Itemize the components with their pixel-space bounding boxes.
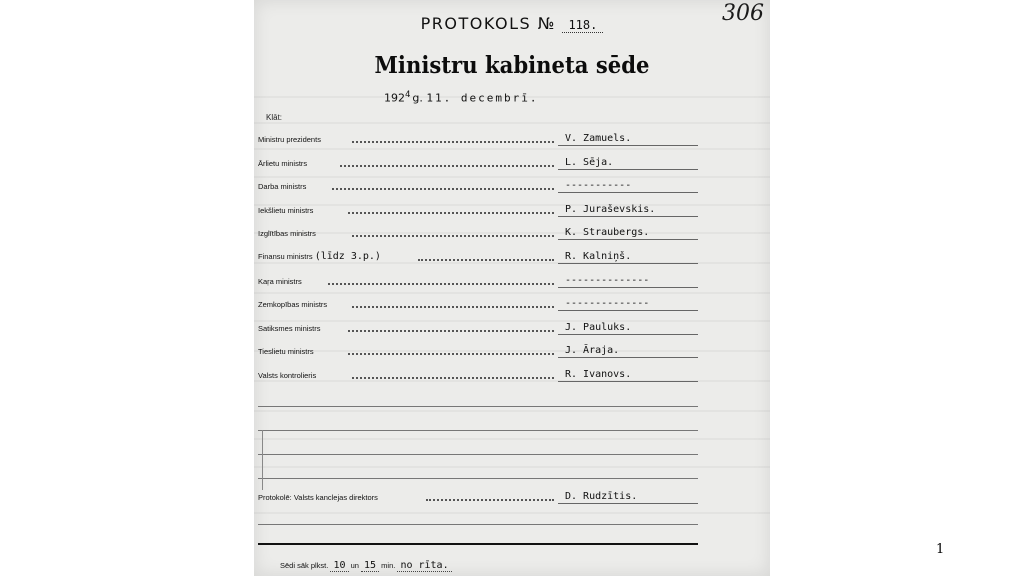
member-role bbox=[258, 251, 381, 262]
member-role-text: Kaŗa ministrs bbox=[258, 276, 302, 286]
handwritten-page-number: 306 bbox=[722, 1, 764, 26]
session-start-min-label: min. bbox=[381, 561, 396, 570]
session-start-and: un bbox=[350, 561, 359, 570]
dot-leader bbox=[352, 375, 554, 379]
dot-leader bbox=[348, 351, 554, 355]
session-start-period: no rīta. bbox=[397, 560, 451, 572]
member-name: R. Kalniņš. bbox=[565, 251, 632, 262]
session-start-prefix: Sēdi sāk plkst. bbox=[280, 561, 329, 570]
member-name: J. Pauluks. bbox=[565, 321, 632, 333]
session-start-minutes: 15 bbox=[361, 560, 379, 572]
member-role-text: Darba ministrs bbox=[258, 182, 307, 192]
session-start-line bbox=[280, 560, 452, 571]
member-row bbox=[258, 342, 698, 358]
separator-rule bbox=[258, 543, 698, 545]
underline bbox=[558, 287, 698, 288]
protocol-title bbox=[254, 14, 770, 33]
underline bbox=[558, 239, 698, 240]
date-day-month: 11. decembrī. bbox=[426, 91, 539, 105]
date-year-g: g. bbox=[412, 91, 423, 105]
member-row bbox=[258, 295, 698, 311]
date-year-suffix: 4 bbox=[405, 90, 413, 100]
underline bbox=[558, 310, 698, 311]
document-heading: Ministru kabineta sēde bbox=[374, 52, 650, 79]
underline bbox=[558, 357, 698, 358]
protocol-document bbox=[254, 0, 770, 576]
member-row bbox=[258, 224, 698, 240]
protocol-number: 118. bbox=[562, 18, 603, 33]
dot-leader bbox=[352, 233, 554, 237]
protocol-label: PROTOKOLS № bbox=[420, 14, 556, 33]
member-role-text: Ministru prezidents bbox=[258, 135, 321, 144]
member-role-text: Finansu ministrs bbox=[258, 252, 313, 261]
protocol-keeper-row bbox=[258, 488, 698, 504]
member-role bbox=[258, 277, 302, 286]
underline bbox=[558, 169, 698, 170]
session-start-hours: 10 bbox=[330, 560, 348, 572]
member-role-text: Valsts kontrolieris bbox=[258, 371, 317, 380]
member-name: ----------- bbox=[565, 180, 632, 192]
dot-leader bbox=[348, 210, 554, 214]
member-role bbox=[258, 135, 321, 144]
member-row bbox=[258, 154, 698, 170]
member-role-text: Iekšlietu ministrs bbox=[258, 205, 314, 215]
member-role bbox=[258, 182, 306, 191]
member-row bbox=[258, 272, 698, 288]
member-role-text: Izglītības ministrs bbox=[258, 229, 316, 239]
blank-line bbox=[258, 406, 698, 407]
dot-leader bbox=[418, 257, 554, 261]
member-role bbox=[258, 371, 316, 380]
protocol-keeper-name: D. Rudzītis. bbox=[565, 491, 638, 502]
member-row bbox=[258, 177, 698, 193]
member-role bbox=[258, 324, 321, 333]
member-role bbox=[258, 347, 314, 356]
dot-leader bbox=[348, 328, 554, 332]
member-name: K. Straubergs. bbox=[565, 227, 650, 239]
member-role bbox=[258, 206, 313, 215]
underline bbox=[558, 216, 698, 217]
member-role-text: Zemkopības ministrs bbox=[258, 300, 328, 310]
member-name: L. Sēja. bbox=[565, 156, 614, 168]
dot-leader bbox=[332, 186, 554, 190]
dot-leader bbox=[340, 163, 554, 167]
member-name: P. Juraševskis. bbox=[565, 203, 656, 215]
member-role-text: Tieslietu ministrs bbox=[258, 347, 314, 357]
member-role-text: Ārlietu ministrs bbox=[258, 158, 308, 168]
dot-leader bbox=[426, 497, 554, 501]
slide-page-number: 1 bbox=[936, 542, 945, 557]
member-name: R. Ivanovs. bbox=[565, 369, 632, 380]
present-label: Klāt: bbox=[266, 113, 283, 122]
member-row bbox=[258, 366, 698, 382]
session-date bbox=[384, 90, 539, 105]
blank-line bbox=[258, 524, 698, 525]
member-role-note: (līdz 3.p.) bbox=[314, 251, 381, 262]
dot-leader bbox=[328, 281, 554, 285]
member-row bbox=[258, 319, 698, 335]
member-name: -------------- bbox=[565, 274, 650, 286]
dot-leader bbox=[352, 139, 554, 143]
underline bbox=[558, 503, 698, 504]
member-name: J. Āraja. bbox=[565, 345, 620, 357]
member-name: -------------- bbox=[565, 298, 650, 310]
member-row bbox=[258, 248, 698, 264]
underline bbox=[558, 381, 698, 382]
member-role-text: Satiksmes ministrs bbox=[258, 323, 321, 333]
member-name: V. Zamuels. bbox=[565, 133, 632, 144]
protocol-keeper-role: Protokolē: Valsts kanclejas direktors bbox=[258, 493, 378, 502]
underline bbox=[558, 145, 698, 146]
underline bbox=[558, 192, 698, 193]
blank-line bbox=[258, 478, 698, 479]
underline bbox=[558, 334, 698, 335]
member-role bbox=[258, 229, 316, 238]
margin-mark bbox=[262, 430, 269, 490]
member-role bbox=[258, 300, 327, 309]
member-row bbox=[258, 130, 698, 146]
underline bbox=[558, 263, 698, 264]
dot-leader bbox=[352, 304, 554, 308]
member-row bbox=[258, 201, 698, 217]
blank-line bbox=[258, 430, 698, 431]
blank-line bbox=[258, 454, 698, 455]
member-role bbox=[258, 159, 307, 168]
date-year: 192 bbox=[384, 91, 405, 105]
